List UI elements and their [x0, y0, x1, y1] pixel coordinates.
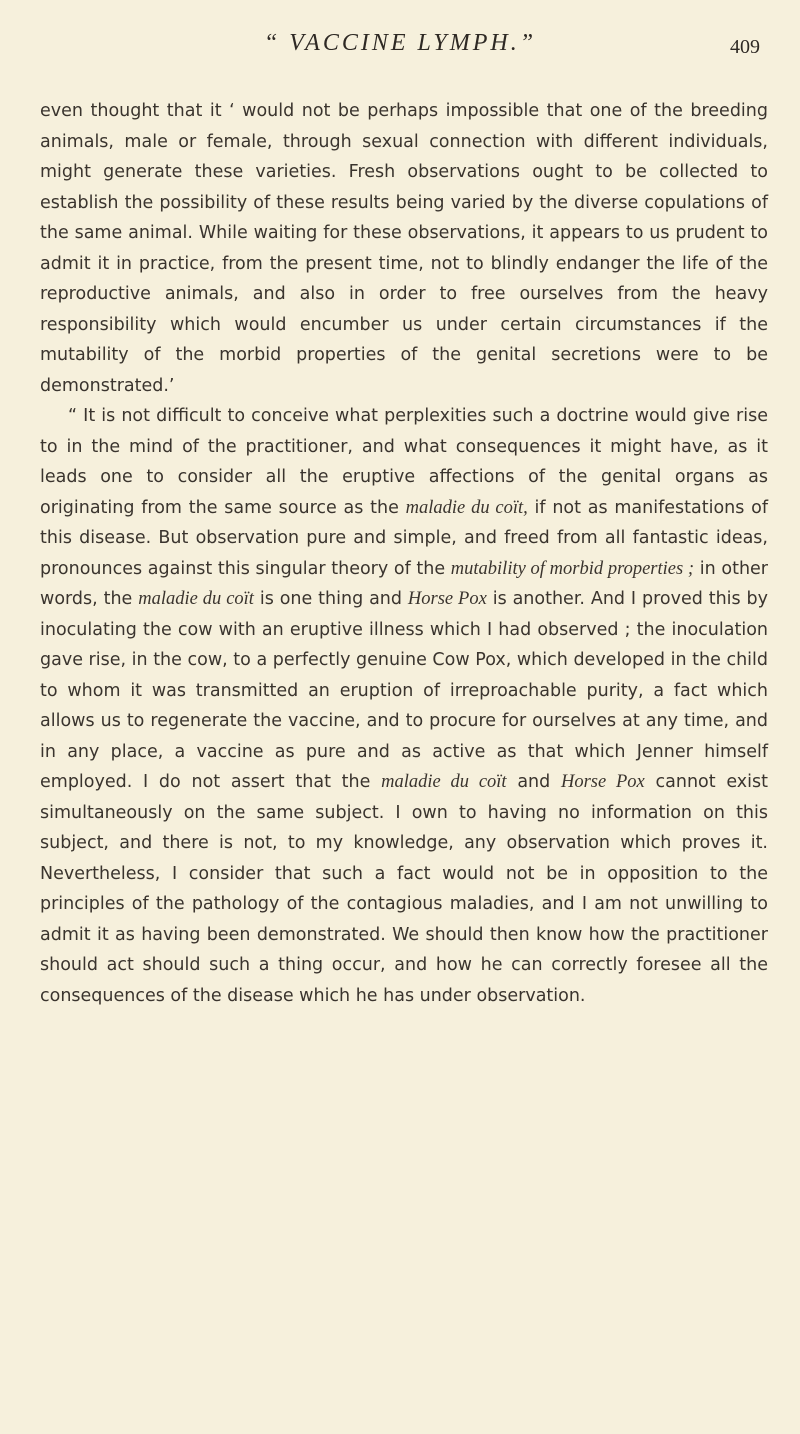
page-header — [40, 30, 760, 70]
italic-text-segment: mutability of morbid properties ; — [450, 558, 695, 579]
italic-text-segment: maladie du coït — [381, 772, 507, 792]
text-segment: in other words, the — [40, 558, 768, 609]
italic-text-segment: Horse Pox — [407, 589, 487, 609]
paragraph-quotation — [40, 401, 768, 1011]
text-segment: is another. And I proved this by inoculating the cow with an eruptive illness which I had observed ; the inoculation gave rise, in the cow, to a perfectly genuine Cow Pox, which developed in the child to whom it was transmitted an eruption of irreproachable purity, a fact which allows us to regenerate the vaccine, and to procure for ourselves at any time, and in any place, a vaccine as pure and as active as that which Jenner himself employed. I do not assert that the — [40, 589, 769, 792]
running-title: “ VACCINE LYMPH.” — [263, 30, 537, 56]
page-number: 409 — [730, 36, 760, 58]
italic-text-segment: maladie du coït — [138, 589, 254, 609]
paragraph-continuation — [40, 96, 768, 401]
text-segment: cannot exist simultaneously on the same subject. I own to having no information on this subject, and there is not, to my knowledge, any observation which proves it. Nevertheless, I consider that such a fact would not be in opposition to the principles of the pathology of the contagious maladies, and I am not unwilling to admit it as having been demonstrated. We should then know how the practitioner should act should such a thing occur, and how he can correctly foresee all the consequences of the disease which he has under observation. — [40, 772, 768, 1006]
text-segment: “ It is not difficult to conceive what perplexities such a doctrine would give rise to in the mind of the practitioner, and what consequences it might have, as it leads one to consider all the eruptive affections of the genital organs as originating from the same source as the — [40, 406, 768, 518]
text-segment: and — [506, 772, 561, 792]
text-segment: if not as manifestations of this disease. But observation pure and simple, and freed from all fantastic ideas, pronounces against this singular theory of the — [40, 497, 769, 579]
body-text — [40, 96, 768, 1011]
text-segment: is one thing and — [253, 589, 408, 609]
text-segment: even thought that it ‘ would not be perhaps impossible that one of the breeding animals, male or female, through sexual connection with different individuals, might generate these varieties. Fresh observations ought to be collected to establish the possibility of these results being varied by the diverse copulations of the same animal. While waiting for these observations, it appears to us prudent to admit it in practice, from the present time, not to blindly endanger the life of the reproductive animals, and also in order to free ourselves from the heavy responsibility which would encumber us under certain circumstances if the mutability of the morbid properties of the genital secretions were to be demonstrated.’ — [40, 101, 768, 396]
italic-text-segment: Horse Pox — [560, 772, 645, 792]
italic-text-segment: maladie du coït, — [405, 497, 528, 518]
